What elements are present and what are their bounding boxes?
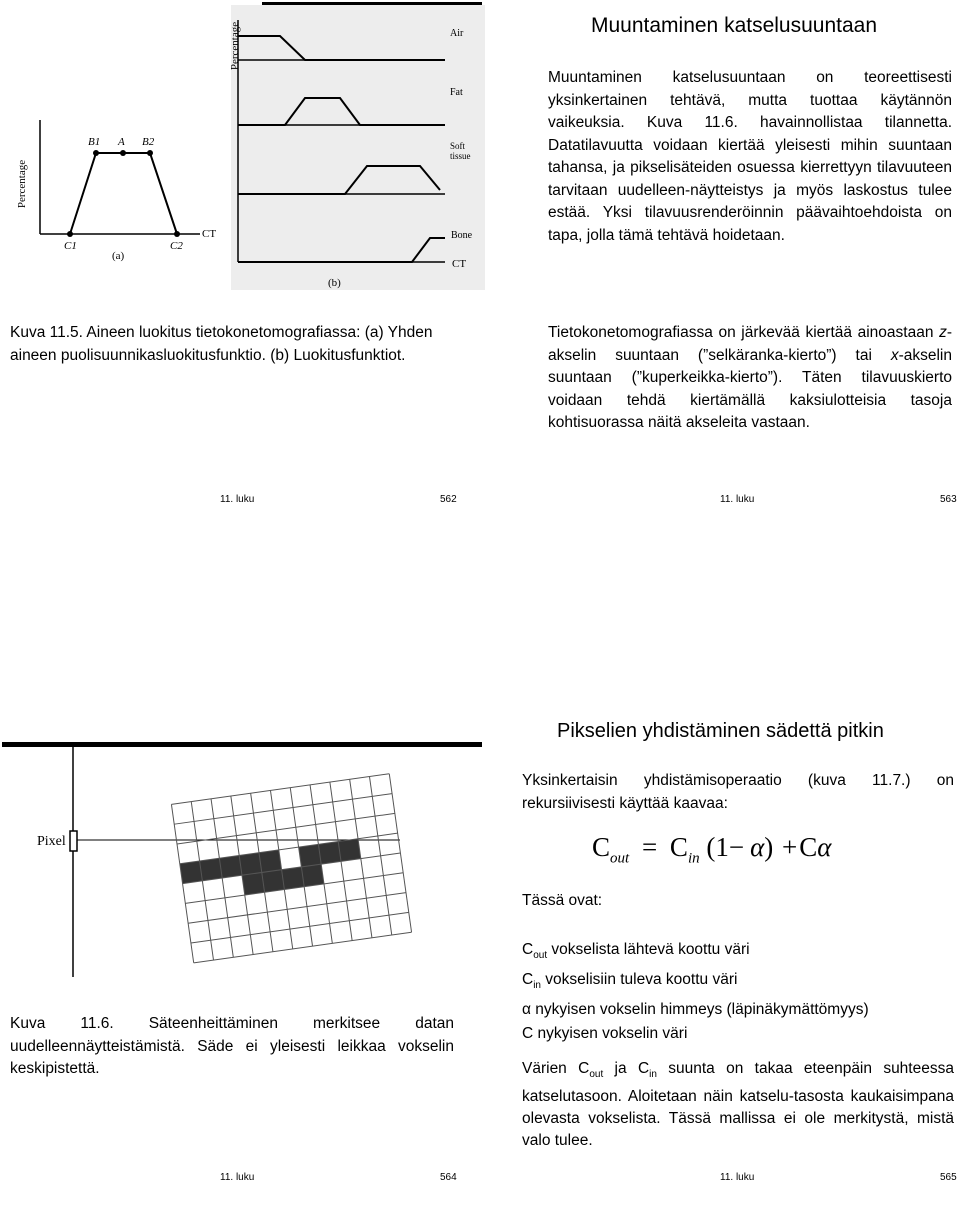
hit-voxel	[299, 844, 322, 867]
hit-voxel	[301, 864, 324, 887]
hit-voxel	[318, 842, 341, 865]
figure-a-tag: (a)	[112, 250, 125, 262]
slide-1-paragraph: Muuntaminen katselusuuntaan on teoreettisesti yksinkertainen tehtävä, mutta tuottaa käytännön vaikeuksia. Kuva 11.6. havainnollistaa tilannetta. Datatilavuutta voidaan kiertää yleisesti mihin suuntaan tahansa, ja pikselisäteiden osuessa kierrettyyn tilavuuteen tarvitaan uudelleen-näytteistys ja myös laskostus tulee estää. Yksi tilavuusrenderöinnin päävaihtoehdoista on tapa, jolla tämä tehtävä hoidetaan.	[548, 69, 952, 244]
label-a: A	[118, 136, 125, 148]
def-c-out: $C_{out}$ vokselista lähtevä koottu väri	[522, 941, 750, 962]
these-are-label: Tässä ovat:	[522, 892, 603, 909]
material-classification-figure	[0, 0, 485, 290]
hit-voxel	[259, 850, 282, 873]
figure-11-6-caption: Kuva 11.6. Säteenheittäminen merkitsee datan uudelleennäytteistämistä. Säde ei yleisesti leikkaa vokselin keskipistettä.	[10, 1015, 454, 1077]
page-number-564: 564	[440, 1172, 457, 1183]
label-c1: C1	[64, 240, 77, 252]
page-number-562: 562	[440, 494, 457, 505]
label-bone: Bone	[451, 230, 473, 241]
point-b1	[93, 150, 99, 156]
grid-line	[177, 813, 395, 844]
hit-voxel	[239, 853, 262, 876]
grid-line	[174, 794, 392, 825]
figure-a-ylabel: Percentage	[16, 159, 28, 209]
axis-x: x	[890, 346, 899, 364]
point-c2	[174, 231, 180, 237]
figure-b-xlabel: CT	[452, 258, 467, 270]
ray-casting-svg	[0, 747, 480, 977]
point-c1	[67, 231, 73, 237]
grid-line	[180, 833, 398, 864]
hit-voxel	[242, 872, 265, 895]
footer-label-564: 11. luku	[220, 1172, 255, 1183]
def-c-in: $C_{in}$ vokselisiin tuleva koottu väri	[522, 971, 738, 992]
page-number-563: 563	[940, 494, 957, 505]
point-a	[120, 150, 126, 156]
trapezoid-curve	[70, 153, 177, 234]
figure-11-5-caption: Kuva 11.5. Aineen luokitus tietokonetomografiassa: (a) Yhden aineen puolisuunnikasluokitusfunktio. (b) Luokitusfunktiot.	[10, 324, 433, 364]
def-c: C nykyisen vokselin väri	[522, 1025, 688, 1043]
hit-voxel	[219, 855, 242, 878]
footer-label-565: 11. luku	[720, 1172, 755, 1183]
slide-1-title: Muuntaminen katselusuuntaan	[591, 14, 878, 37]
axis-z: z	[939, 324, 947, 341]
figure-a-xlabel: CT	[202, 228, 217, 240]
page-number-565: 565	[940, 1172, 957, 1183]
grid-line	[171, 774, 389, 805]
figure-b-ylabel: Percentage	[229, 21, 241, 71]
para-part-3: -akselin suuntaan (”kuperkeikka-kierto”). Täten tilavuuskierto voidaan tehdä kiertämällä kaksiulotteisia tasoja kohtisuorassa näitä akseleita vastaan.	[548, 346, 952, 431]
para-part-1: Tietokonetomografiassa on järkevää kiertää ainoastaan	[548, 324, 940, 341]
compositing-formula: $C_{out} = C_{in}$ (1− α) +Cα	[592, 832, 832, 867]
voxel-grid	[171, 774, 411, 963]
figure-b-background	[231, 5, 485, 290]
slide-4-intro: Yksinkertaisin yhdistämisoperaatio (kuva 11.7.) on rekursiivisesti käyttää kaavaa:	[522, 772, 954, 812]
footer-label-563: 11. luku	[720, 494, 755, 505]
label-soft-tissue: Soft tissue	[450, 141, 471, 161]
para-part-2: -akselin suuntaan (”selkäranka-kierto”) tai	[548, 324, 952, 364]
grid-line	[194, 932, 412, 963]
def-alpha: α nykyisen vokselin himmeys (läpinäkymättömyys)	[522, 1001, 869, 1019]
grid-line	[191, 912, 409, 943]
pixel-box	[70, 831, 77, 851]
hit-voxel	[262, 870, 285, 893]
hit-voxel	[180, 861, 203, 884]
grid-line	[188, 893, 406, 924]
ray-casting-figure	[0, 747, 480, 977]
label-air: Air	[450, 28, 464, 39]
hit-voxel	[282, 867, 305, 890]
slide-4-closing: Värien $C_{out}$ ja $C_{in}$ suunta on takaa eteenpäin suhteessa katselutasoon. Aloitetaan näin katselu-tasosta kaukaisimpana olevasta vokselista. Tässä mallissa ei ole merkitystä, mistä valo tulee.	[522, 1060, 954, 1150]
slide-4-title: Pikselien yhdistäminen sädettä pitkin	[557, 720, 884, 742]
slide-2-paragraph	[548, 322, 952, 435]
label-c2: C2	[170, 240, 183, 252]
label-b1: B1	[88, 136, 101, 148]
point-b2	[147, 150, 153, 156]
label-fat: Fat	[450, 87, 463, 98]
figure-b-tag: (b)	[328, 277, 341, 289]
pixel-label: Pixel	[37, 834, 66, 849]
label-b2: B2	[142, 136, 155, 148]
definition-list	[522, 938, 954, 1046]
hit-voxel	[338, 839, 361, 862]
hit-voxel	[200, 858, 223, 881]
footer-label-562: 11. luku	[220, 494, 255, 505]
